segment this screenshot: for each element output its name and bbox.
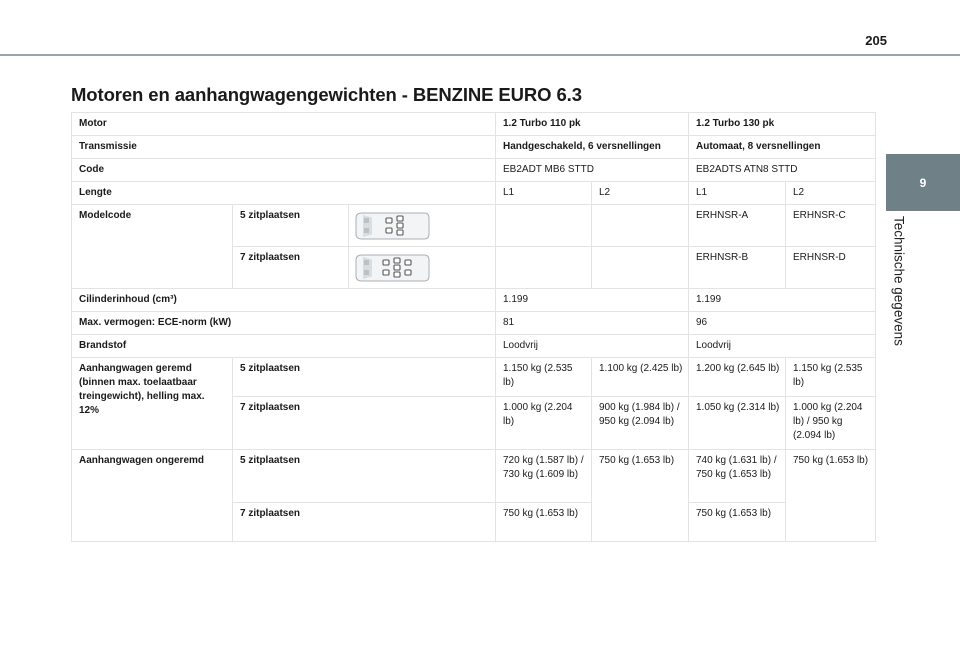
cell: L2 [592,182,689,205]
cell: Loodvrij [496,335,689,358]
header-rule [0,54,960,56]
van-5-seats-icon [353,209,431,242]
row-label: Aanhangwagen ongeremd [72,450,233,542]
cell: 1.050 kg (2.314 lb) [689,397,786,450]
seats-label: 5 zitplaatsen [233,205,349,247]
cell: L1 [689,182,786,205]
cell: 1.2 Turbo 110 pk [496,113,689,136]
row-label: Transmissie [72,136,496,159]
chapter-title: Technische gegevens [891,216,907,346]
seats-label: 5 zitplaatsen [233,358,496,397]
cell [496,247,592,289]
table-row-lengte [72,182,876,205]
cell: 1.199 [689,289,876,312]
cell: EB2ADT MB6 STTD [496,159,689,182]
cell: 750 kg (1.653 lb) [496,503,592,542]
cell: Automaat, 8 versnellingen [689,136,876,159]
engine-spec-table [71,112,876,542]
table-row-modelcode-5 [72,205,876,247]
table-row-code [72,159,876,182]
table-row-motor [72,113,876,136]
cell: ERHNSR-A [689,205,786,247]
cell: 1.100 kg (2.425 lb) [592,358,689,397]
cell: 81 [496,312,689,335]
seats-label: 7 zitplaatsen [233,503,496,542]
chapter-number: 9 [919,175,927,190]
table-row-ongeremd-5 [72,450,876,503]
row-label: Aanhangwagen geremd (binnen max. toelaatbaar treingewicht), helling max. 12% [72,358,233,450]
cell: ERHNSR-C [786,205,876,247]
cell: 1.2 Turbo 130 pk [689,113,876,136]
cell: EB2ADTS ATN8 STTD [689,159,876,182]
chapter-tab[interactable] [886,154,960,211]
cell: 900 kg (1.984 lb) / 950 kg (2.094 lb) [592,397,689,450]
row-label: Cilinderinhoud (cm³) [72,289,496,312]
cell: 1.150 kg (2.535 lb) [496,358,592,397]
cell: 750 kg (1.653 lb) [592,450,689,542]
page-number: 205 [865,33,887,48]
cell: ERHNSR-B [689,247,786,289]
cell: 1.000 kg (2.204 lb) / 950 kg (2.094 lb) [786,397,876,450]
seat-layout-cell [349,205,496,247]
table-row-transmissie [72,136,876,159]
cell: 720 kg (1.587 lb) / 730 kg (1.609 lb) [496,450,592,503]
row-label: Lengte [72,182,496,205]
seat-layout-cell [349,247,496,289]
cell: 96 [689,312,876,335]
table-row-vermogen [72,312,876,335]
cell: Loodvrij [689,335,876,358]
row-label: Max. vermogen: ECE-norm (kW) [72,312,496,335]
cell [592,205,689,247]
cell [496,205,592,247]
cell: 1.200 kg (2.645 lb) [689,358,786,397]
row-label: Motor [72,113,496,136]
table-row-geremd-5 [72,358,876,397]
row-label: Brandstof [72,335,496,358]
cell: L1 [496,182,592,205]
seats-label: 5 zitplaatsen [233,450,496,503]
seats-label: 7 zitplaatsen [233,247,349,289]
cell: 750 kg (1.653 lb) [689,503,786,542]
cell: 740 kg (1.631 lb) / 750 kg (1.653 lb) [689,450,786,503]
seats-label: 7 zitplaatsen [233,397,496,450]
cell [592,247,689,289]
row-label: Code [72,159,496,182]
cell: ERHNSR-D [786,247,876,289]
table-row-cilinderinhoud [72,289,876,312]
cell: L2 [786,182,876,205]
cell: 750 kg (1.653 lb) [786,450,876,542]
van-7-seats-icon [353,251,431,284]
cell: 1.199 [496,289,689,312]
row-label: Modelcode [72,205,233,289]
cell: 1.000 kg (2.204 lb) [496,397,592,450]
table-row-brandstof [72,335,876,358]
page-heading: Motoren en aanhangwagengewichten - BENZINE EURO 6.3 [71,84,582,105]
cell: Handgeschakeld, 6 versnellingen [496,136,689,159]
cell: 1.150 kg (2.535 lb) [786,358,876,397]
